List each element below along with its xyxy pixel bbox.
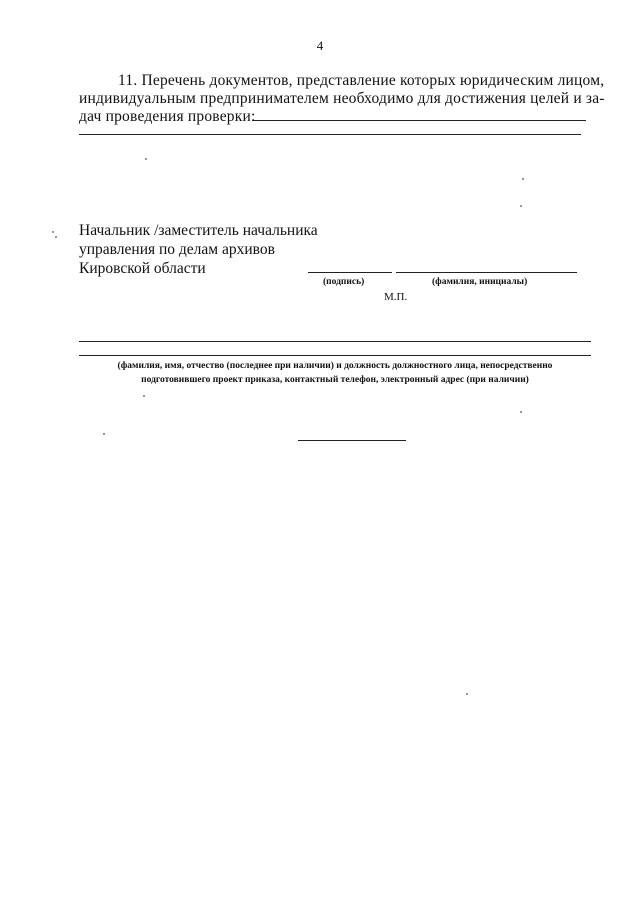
footnote-line-1: (фамилия, имя, отчество (последнее при наличии) и должность должностного лица, непосредственно [117,361,553,371]
name-line [396,272,577,273]
speck [103,433,105,435]
signature-line [308,272,392,273]
name-caption: (фамилия, инициалы) [432,277,528,287]
signatory-title-line-1: Начальник /заместитель начальника [79,222,318,239]
documents-fill-line-2 [79,134,581,135]
speck [522,178,524,180]
section-11-line-3: дач проведения проверки: [79,108,256,125]
preparer-fill-line-1 [79,341,591,342]
speck [52,231,54,233]
section-11-line-1: 11. Перечень документов, представление которых юридическим лицом, [118,72,605,89]
signatory-title-line-3: Кировской области [79,260,206,277]
documents-fill-line-1 [252,120,586,121]
section-11-line-2: индивидуальным предпринимателем необходимо для достижения целей и за- [79,90,605,107]
speck [143,395,145,397]
speck [145,158,147,160]
speck [466,693,468,695]
page-number: 4 [316,38,324,53]
preparer-fill-line-2 [79,355,591,356]
signature-caption: (подпись) [323,277,365,287]
signatory-title-line-2: управления по делам архивов [79,241,275,258]
seal-placeholder: М.П. [384,291,408,303]
speck [520,411,522,413]
end-of-document-line [298,440,406,441]
footnote-line-2: подготовившего проект приказа, контактный телефон, электронный адрес (при наличии) [141,375,529,385]
speck [55,236,57,238]
speck [520,205,522,207]
